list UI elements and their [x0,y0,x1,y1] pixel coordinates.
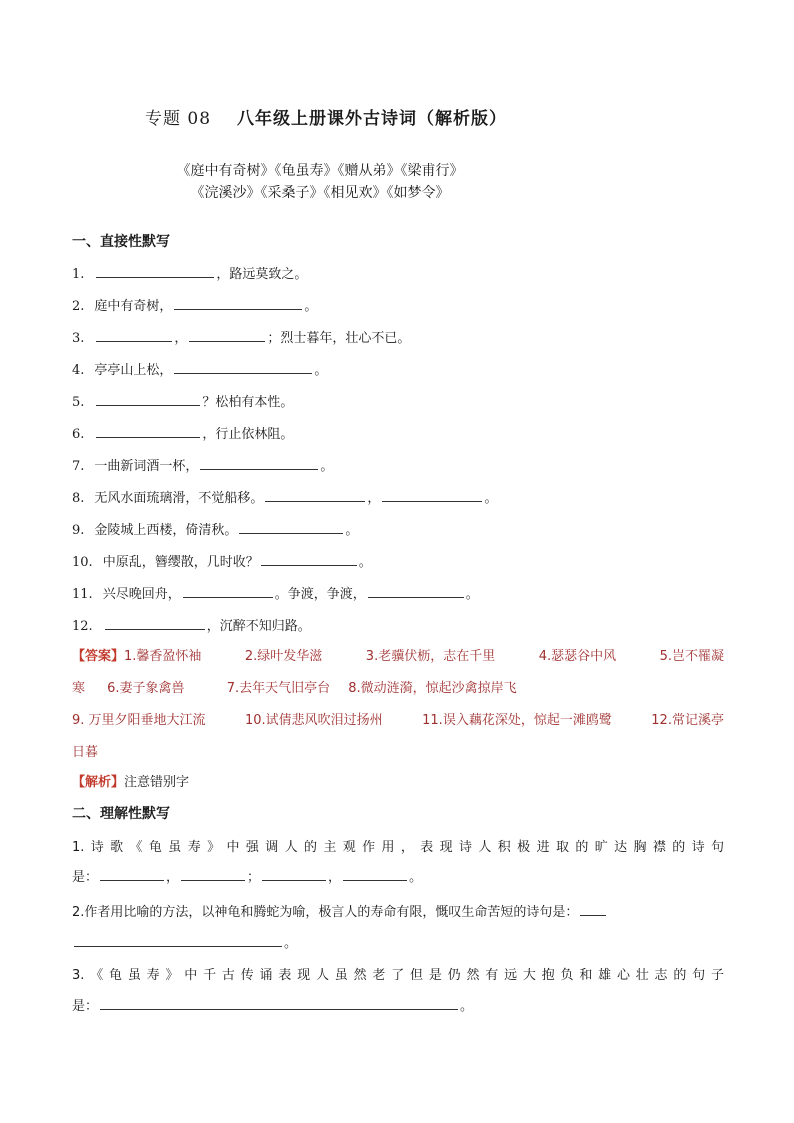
question-number: 5. [72,395,85,410]
question-6 [72,423,293,442]
answer-blank[interactable] [174,361,312,374]
answer-line-1 [72,645,724,664]
question-11 [72,583,479,602]
answer-blank[interactable] [96,425,200,438]
question-text: ，沉醉不知归路。 [206,619,311,634]
question-text: ，路远莫致之。 [216,267,308,282]
analysis [72,771,189,790]
title-text: 八年级上册课外古诗词（解析版） [237,109,508,129]
question-text: 一曲新词酒一杯， [94,459,199,474]
s2-question-1-line-2 [72,866,422,885]
question-text: 无风水面琉璃滑，不觉船移。 [94,491,264,506]
title-number: 专题 08 [145,109,212,129]
question-number: 8. [72,491,85,506]
s2-question-2-line-2 [72,932,297,951]
answer-blank[interactable] [239,521,343,534]
subtitle-line-2: 《浣溪沙》《采桑子》《相见欢》《如梦令》 [190,185,450,201]
answer-blank[interactable] [580,903,606,916]
question-text: ， [166,870,180,885]
question-text: ；烈士暮年，壮心不已。 [267,331,411,346]
question-10 [72,551,372,570]
s2-question-2-line-1 [72,901,608,920]
subtitle-line-1: 《庭中有奇树》《龟虽寿》《赠从弟》《梁甫行》 [176,163,464,179]
question-text: 兴尽晚回舟， [102,587,181,602]
question-text: 。 [358,555,372,570]
answer-item: 1.馨香盈怀袖 [124,649,202,664]
question-text: 。 [460,999,474,1014]
answer-item: 8.微动涟漪，惊起沙禽掠岸飞 [348,681,517,696]
question-text: ； [247,870,261,885]
question-text: 2.作者用比喻的方法，以神龟和腾蛇为喻，极言人的寿命有限，慨叹生命苦短的诗句是： [72,905,579,920]
answer-blank[interactable] [74,934,282,947]
section1-heading: 一、直接性默写 [72,234,170,250]
question-1 [72,263,307,282]
question-number: 3. [72,331,85,346]
answer-blank[interactable] [100,997,458,1010]
question-text: ，行止依林阻。 [202,427,294,442]
question-7 [72,455,333,474]
question-text: 。 [320,459,334,474]
question-text: 庭中有奇树， [94,299,173,314]
answer-blank[interactable] [96,265,214,278]
question-12 [72,615,311,634]
answer-blank[interactable] [265,489,365,502]
analysis-tag: 【解析】 [72,775,125,790]
answer-blank[interactable] [261,553,357,566]
question-4 [72,359,327,378]
answer-item: 3.老骥伏枥，志在千里 [365,649,496,664]
answer-blank[interactable] [189,329,265,342]
answer-blank[interactable] [382,489,482,502]
answer-line-2 [72,677,732,696]
answer-blank[interactable] [343,868,407,881]
question-text: 金陵城上西楼，倚清秋。 [94,523,238,538]
page-title [145,104,507,129]
s2-question-1-line-1: 1.诗歌《龟虽寿》中强调人的主观作用，表现诗人积极进取的旷达胸襟的诗句 [72,840,724,855]
question-text: 是： [72,999,99,1014]
question-number: 10. [72,555,93,570]
answer-blank[interactable] [96,393,200,406]
answer-blank[interactable] [181,868,245,881]
question-text: 亭亭山上松， [94,363,173,378]
answer-item: 10.试倩悲风吹泪过扬州 [245,713,383,728]
question-text: 。 [284,936,298,951]
answer-blank[interactable] [100,868,164,881]
question-2 [72,295,317,314]
question-number: 6. [72,427,85,442]
question-3 [72,327,410,346]
question-text: ？松柏有本性。 [202,395,294,410]
question-text: ， [367,491,381,506]
question-text: 。 [409,870,423,885]
question-8 [72,487,497,506]
answer-item: 11.误入藕花深处，惊起一滩鸥鹭 [422,713,612,728]
answer-item: 5.岂不罹凝 [659,649,724,664]
question-number: 2. [72,299,85,314]
question-number: 12. [72,619,93,634]
question-text: ， [328,870,342,885]
question-number: 1. [72,267,85,282]
answer-blank[interactable] [368,585,464,598]
answer-blank[interactable] [105,617,205,630]
answer-item: 6.妻子象禽兽 [107,681,185,696]
question-text: 。 [304,299,318,314]
question-text: 。 [465,587,479,602]
question-text: 。 [345,523,359,538]
answer-item: 9. 万里夕阳垂地大江流 [72,713,206,728]
answer-item: 7.去年天气旧亭台 [226,681,331,696]
question-number: 4. [72,363,85,378]
answer-blank[interactable] [262,868,326,881]
question-text: ， [174,331,188,346]
question-9 [72,519,358,538]
question-5 [72,391,293,410]
answer-tag: 【答案】 [72,649,125,664]
question-text: 是： [72,870,99,885]
answer-item: 4.瑟瑟谷中风 [538,649,617,664]
question-number: 7. [72,459,85,474]
answer-blank[interactable] [183,585,273,598]
answer-line-4 [72,741,732,760]
question-number: 9. [72,523,85,538]
question-text: 中原乱，簪缨散，几时收？ [102,555,259,570]
answer-blank[interactable] [200,457,318,470]
answer-line-3 [72,709,724,728]
answer-item: 寒 [72,681,86,696]
question-text: 。 [484,491,498,506]
analysis-text: 注意错别字 [124,775,190,790]
question-number: 11. [72,587,93,602]
s2-question-3-line-1: 3.《龟虽寿》中千古传诵表现人虽然老了但是仍然有远大抱负和雄心壮志的句子 [72,968,724,983]
question-text: 。 [314,363,328,378]
answer-blank[interactable] [96,329,172,342]
answer-blank[interactable] [174,297,302,310]
answer-item: 2.绿叶发华滋 [244,649,323,664]
answer-item: 日暮 [72,745,99,760]
question-text: 。争渡，争渡， [274,587,366,602]
answer-item: 12.常记溪亭 [651,713,724,728]
section2-heading: 二、理解性默写 [72,806,170,822]
s2-question-3-line-2 [72,995,473,1014]
